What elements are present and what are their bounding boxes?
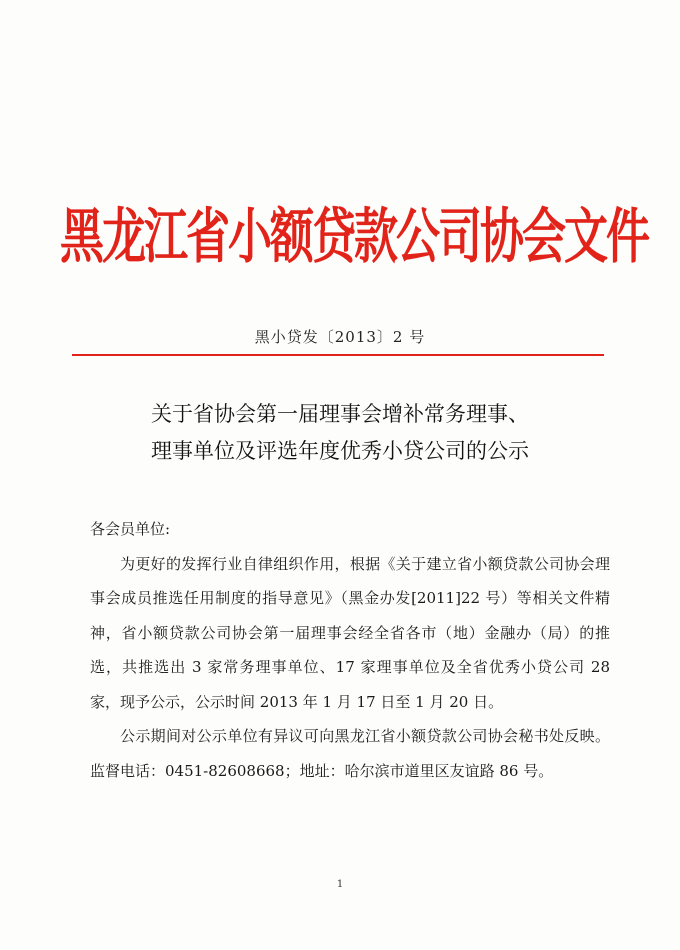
body-paragraph-2: 公示期间对公示单位有异议可向黑龙江省小额贷款公司协会秘书处反映。监督电话：0451-82608668；地址：哈尔滨市道里区友谊路 86 号。 (90, 727, 610, 780)
document-title (0, 396, 680, 470)
salutation: 各会员单位: (90, 520, 171, 538)
document-number: 黑小贷发〔2013〕2 号 (254, 328, 426, 346)
document-title-line-2: 理事单位及评选年度优秀小贷公司的公示 (151, 439, 529, 463)
document-title-line-1: 关于省协会第一届理事会增补常务理事、 (151, 402, 529, 426)
body-paragraph-1: 为更好的发挥行业自律组织作用，根据《关于建立省小额贷款公司协会理事会成员推选任用制度的指导意见》（黑金办发[2011]22 号）等相关文件精神，省小额贷款公司协会第一届理事会经全省各市（地）金融办（局）的推选，共推选出 3 家常务理事单位、17 家理事单位及全省优秀小贷公司 28 家，现予公示，公示时间 2013 年 1 月 17 日至 1 月 20 日。 (90, 554, 610, 711)
issuing-authority-title: 黑龙江省小额贷款公司协会文件 (60, 202, 648, 272)
red-divider-line (72, 354, 604, 356)
page-number: 1 (336, 879, 344, 890)
document-body (90, 512, 610, 788)
